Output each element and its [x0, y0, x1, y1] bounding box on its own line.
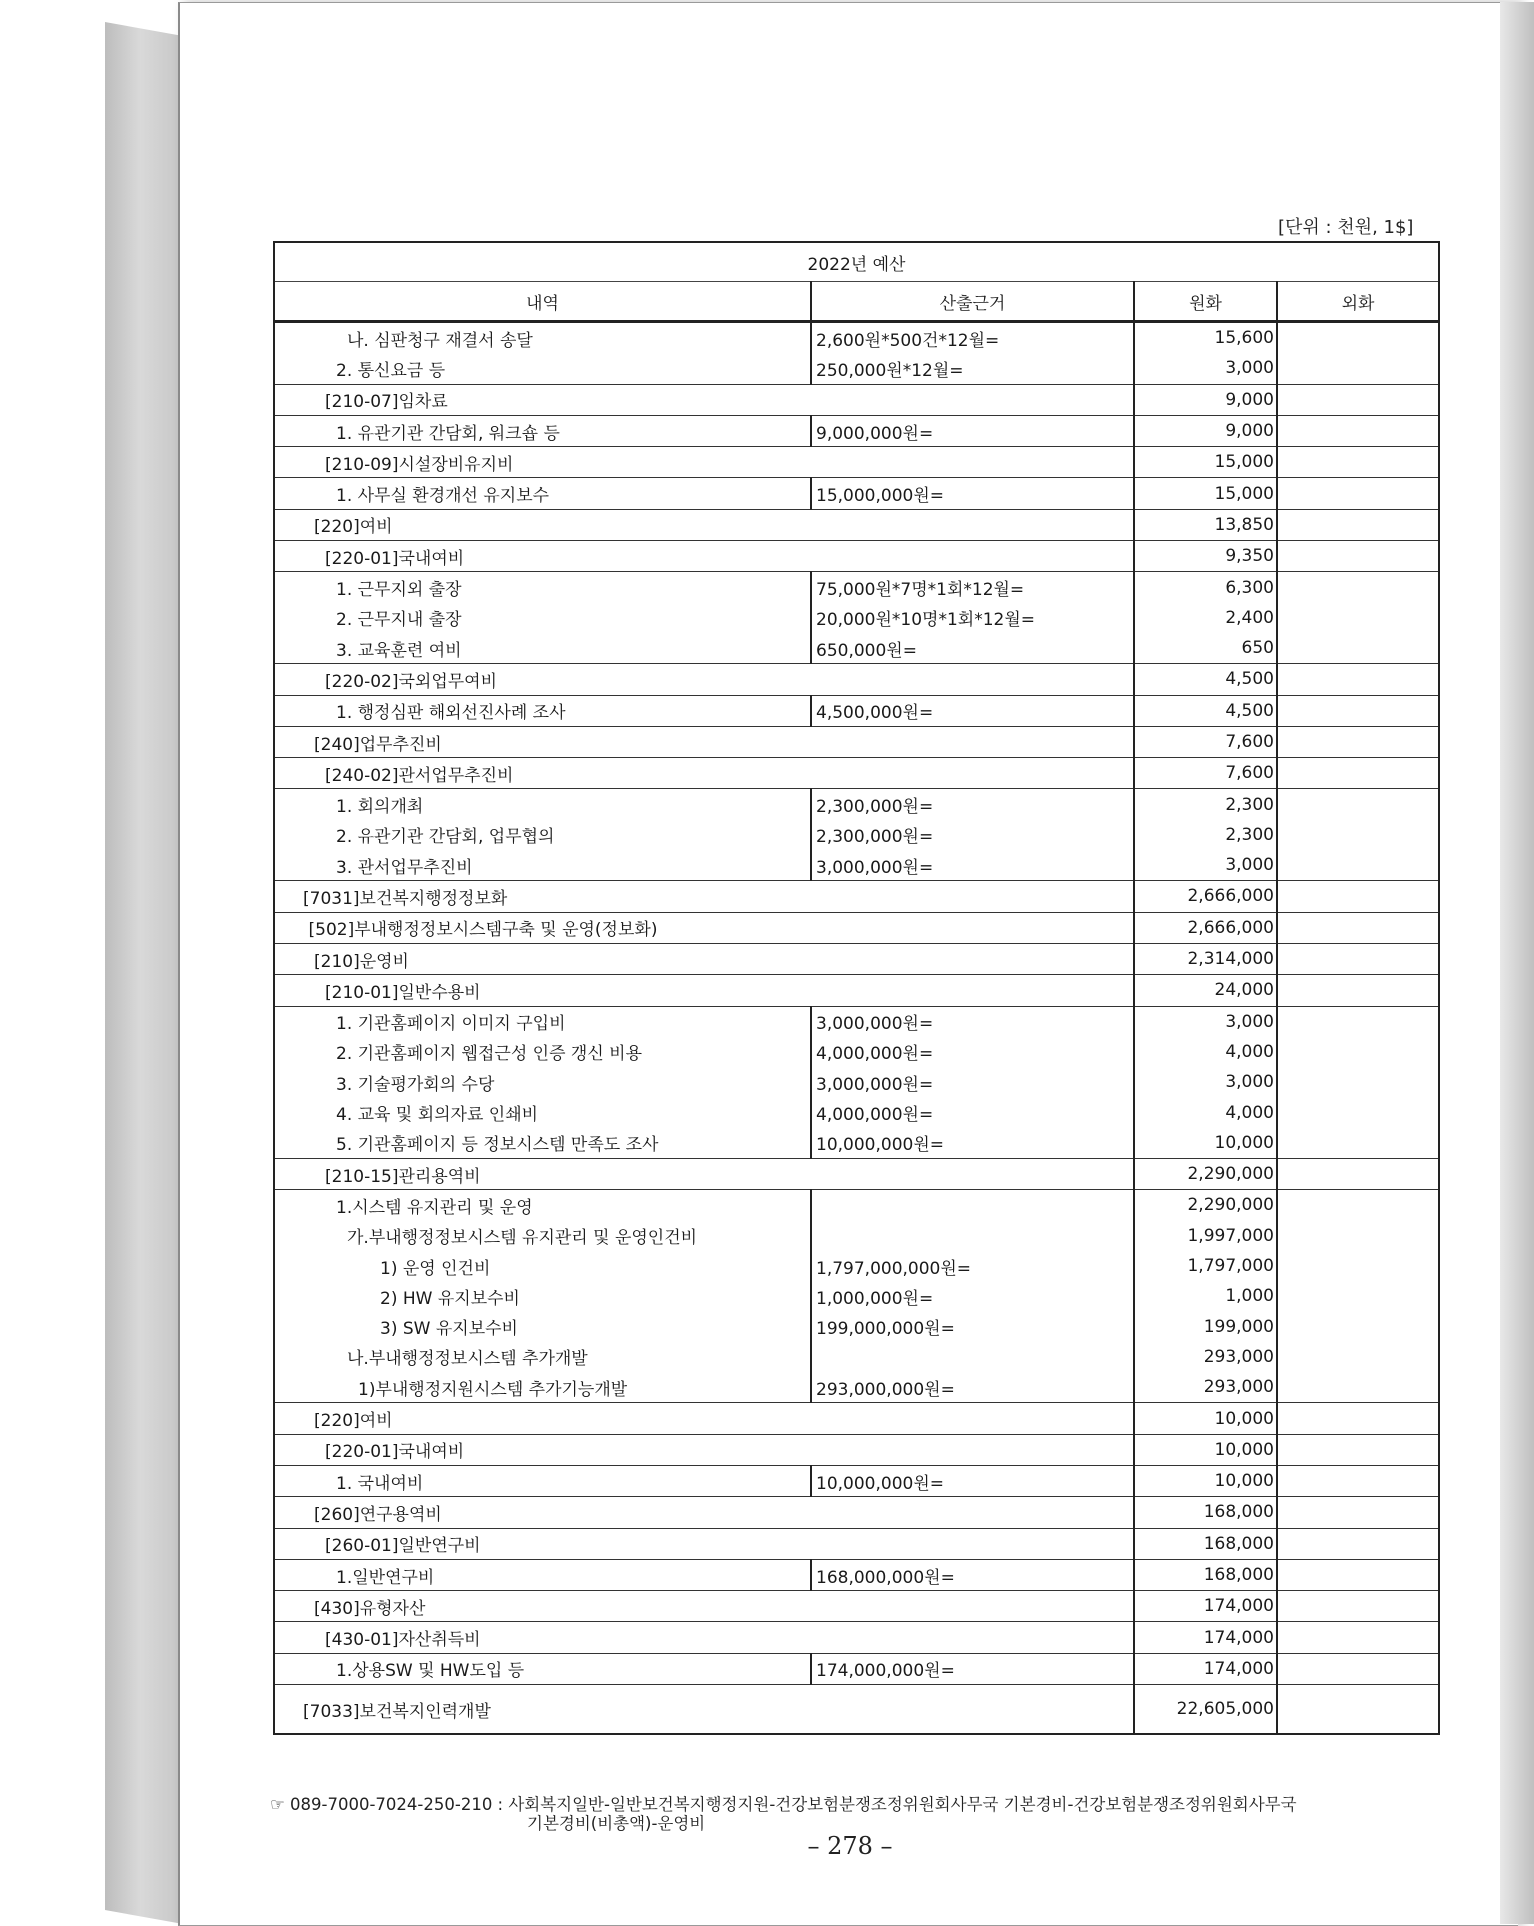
row-won-amount: 7,600	[1134, 726, 1277, 757]
row-basis	[811, 1342, 1134, 1372]
row-basis: 9,000,000원=	[811, 415, 1134, 446]
row-description: 나.부내행정정보시스템 추가개발	[274, 1342, 811, 1372]
row-foreign-amount	[1277, 1312, 1439, 1342]
header-won: 원화	[1134, 282, 1277, 322]
budget-table-body	[274, 322, 1439, 1735]
table-row	[274, 447, 1439, 478]
row-won-amount: 2,666,000	[1134, 881, 1277, 912]
row-basis: 3,000,000원=	[811, 1067, 1134, 1097]
row-won-amount: 168,000	[1134, 1528, 1277, 1559]
row-won-amount: 168,000	[1134, 1497, 1277, 1528]
row-description: [210-07]임차료	[274, 384, 1134, 415]
row-foreign-amount	[1277, 384, 1439, 415]
table-row	[274, 603, 1439, 633]
row-foreign-amount	[1277, 478, 1439, 509]
row-foreign-amount	[1277, 789, 1439, 820]
header-foreign: 외화	[1277, 282, 1439, 322]
table-row	[274, 1528, 1439, 1559]
row-foreign-amount	[1277, 758, 1439, 789]
row-description: 5. 기관홈페이지 등 정보시스템 만족도 조사	[274, 1128, 811, 1159]
row-basis: 75,000원*7명*1회*12월=	[811, 572, 1134, 603]
row-basis: 4,000,000원=	[811, 1037, 1134, 1067]
table-row	[274, 353, 1439, 384]
footnote-line-2: 기본경비(비총액)-운영비	[527, 1814, 706, 1833]
row-description: 4. 교육 및 회의자료 인쇄비	[274, 1097, 811, 1127]
row-foreign-amount	[1277, 1281, 1439, 1311]
row-basis: 2,300,000원=	[811, 789, 1134, 820]
row-description: 1. 국내여비	[274, 1465, 811, 1496]
row-foreign-amount	[1277, 1097, 1439, 1127]
row-foreign-amount	[1277, 975, 1439, 1006]
row-won-amount: 1,000	[1134, 1281, 1277, 1311]
row-description: 1. 기관홈페이지 이미지 구입비	[274, 1006, 811, 1037]
row-won-amount: 2,290,000	[1134, 1159, 1277, 1190]
row-basis: 1,000,000원=	[811, 1281, 1134, 1311]
table-row	[274, 1190, 1439, 1221]
row-foreign-amount	[1277, 509, 1439, 540]
row-won-amount: 199,000	[1134, 1312, 1277, 1342]
row-description: [430-01]자산취득비	[274, 1622, 1134, 1653]
footnote	[270, 1795, 1297, 1833]
table-row	[274, 850, 1439, 881]
row-won-amount: 174,000	[1134, 1653, 1277, 1684]
row-basis	[811, 1221, 1134, 1251]
row-description: 3. 기술평가회의 수당	[274, 1067, 811, 1097]
row-basis: 4,500,000원=	[811, 695, 1134, 726]
row-won-amount: 4,000	[1134, 1097, 1277, 1127]
table-row	[274, 820, 1439, 850]
table-row	[274, 541, 1439, 572]
table-row	[274, 509, 1439, 540]
row-foreign-amount	[1277, 603, 1439, 633]
row-won-amount: 174,000	[1134, 1591, 1277, 1622]
row-basis: 2,300,000원=	[811, 820, 1134, 850]
row-basis: 1,797,000,000원=	[811, 1251, 1134, 1281]
row-description: 2) HW 유지보수비	[274, 1281, 811, 1311]
footnote-line-1: ☞ 089-7000-7024-250-210 : 사회복지일반-일반보건복지행정지원-건강보험분쟁조정위원회사무국 기본경비-건강보험분쟁조정위원회사무국	[270, 1795, 1297, 1814]
row-basis: 168,000,000원=	[811, 1559, 1134, 1590]
table-row	[274, 1221, 1439, 1251]
row-description: [220-01]국내여비	[274, 1434, 1134, 1465]
row-description: 2. 기관홈페이지 웹접근성 인증 갱신 비용	[274, 1037, 811, 1067]
row-description: 2. 근무지내 출장	[274, 603, 811, 633]
table-row	[274, 975, 1439, 1006]
row-basis: 3,000,000원=	[811, 1006, 1134, 1037]
page-number: – 278 –	[807, 1832, 893, 1860]
row-won-amount: 13,850	[1134, 509, 1277, 540]
row-won-amount: 9,000	[1134, 384, 1277, 415]
row-description: 1. 회의개최	[274, 789, 811, 820]
row-foreign-amount	[1277, 1342, 1439, 1372]
row-description: [240-02]관서업무추진비	[274, 758, 1134, 789]
header-basis: 산출근거	[811, 282, 1134, 322]
row-foreign-amount	[1277, 1006, 1439, 1037]
table-row	[274, 726, 1439, 757]
row-basis: 650,000원=	[811, 633, 1134, 664]
row-foreign-amount	[1277, 820, 1439, 850]
row-won-amount: 650	[1134, 633, 1277, 664]
row-description: [210-15]관리용역비	[274, 1159, 1134, 1190]
table-row	[274, 384, 1439, 415]
row-foreign-amount	[1277, 1465, 1439, 1496]
row-foreign-amount	[1277, 1221, 1439, 1251]
row-foreign-amount	[1277, 1685, 1439, 1735]
row-basis: 15,000,000원=	[811, 478, 1134, 509]
row-won-amount: 4,500	[1134, 664, 1277, 695]
row-won-amount: 2,300	[1134, 789, 1277, 820]
table-row	[274, 943, 1439, 974]
table-row	[274, 1037, 1439, 1067]
table-row	[274, 695, 1439, 726]
row-won-amount: 1,797,000	[1134, 1251, 1277, 1281]
row-won-amount: 4,500	[1134, 695, 1277, 726]
row-foreign-amount	[1277, 353, 1439, 384]
row-description: 3) SW 유지보수비	[274, 1312, 811, 1342]
row-foreign-amount	[1277, 1653, 1439, 1684]
row-description: 가.부내행정정보시스템 유지관리 및 운영인건비	[274, 1221, 811, 1251]
row-won-amount: 3,000	[1134, 353, 1277, 384]
table-row	[274, 1685, 1439, 1735]
row-description: 1. 근무지외 출장	[274, 572, 811, 603]
row-won-amount: 2,400	[1134, 603, 1277, 633]
table-row	[274, 1434, 1439, 1465]
table-row	[274, 1559, 1439, 1590]
row-description: 2. 통신요금 등	[274, 353, 811, 384]
table-row	[274, 572, 1439, 603]
row-basis: 3,000,000원=	[811, 850, 1134, 881]
table-row	[274, 1372, 1439, 1403]
row-foreign-amount	[1277, 322, 1439, 354]
row-description: 1.상용SW 및 HW도입 등	[274, 1653, 811, 1684]
table-row	[274, 1342, 1439, 1372]
row-description: 1. 유관기관 간담회, 워크숍 등	[274, 415, 811, 446]
row-won-amount: 6,300	[1134, 572, 1277, 603]
row-foreign-amount	[1277, 572, 1439, 603]
row-foreign-amount	[1277, 1190, 1439, 1221]
row-description: [7031]보건복지행정정보화	[274, 881, 1134, 912]
row-won-amount: 2,666,000	[1134, 912, 1277, 943]
row-description: [220-02]국외업무여비	[274, 664, 1134, 695]
table-row	[274, 1159, 1439, 1190]
row-won-amount: 10,000	[1134, 1434, 1277, 1465]
row-basis: 10,000,000원=	[811, 1128, 1134, 1159]
table-row	[274, 1622, 1439, 1653]
row-won-amount: 1,997,000	[1134, 1221, 1277, 1251]
row-won-amount: 9,350	[1134, 541, 1277, 572]
row-basis: 20,000원*10명*1회*12월=	[811, 603, 1134, 633]
table-row	[274, 1281, 1439, 1311]
row-won-amount: 10,000	[1134, 1403, 1277, 1434]
table-row	[274, 1067, 1439, 1097]
row-description: 3. 교육훈련 여비	[274, 633, 811, 664]
table-row	[274, 664, 1439, 695]
row-basis: 293,000,000원=	[811, 1372, 1134, 1403]
row-won-amount: 4,000	[1134, 1037, 1277, 1067]
row-description: [7033]보건복지인력개발	[274, 1685, 1134, 1735]
row-won-amount: 293,000	[1134, 1372, 1277, 1403]
row-description: [240]업무추진비	[274, 726, 1134, 757]
row-description: 1. 사무실 환경개선 유지보수	[274, 478, 811, 509]
row-basis: 10,000,000원=	[811, 1465, 1134, 1496]
row-foreign-amount	[1277, 1128, 1439, 1159]
row-won-amount: 174,000	[1134, 1622, 1277, 1653]
table-row	[274, 1312, 1439, 1342]
budget-table	[273, 241, 1440, 1735]
row-foreign-amount	[1277, 912, 1439, 943]
table-row	[274, 912, 1439, 943]
row-foreign-amount	[1277, 1403, 1439, 1434]
table-row	[274, 1403, 1439, 1434]
table-row	[274, 322, 1439, 354]
row-description: 1) 운영 인건비	[274, 1251, 811, 1281]
table-row	[274, 1653, 1439, 1684]
row-foreign-amount	[1277, 447, 1439, 478]
table-row	[274, 1591, 1439, 1622]
row-won-amount: 15,000	[1134, 447, 1277, 478]
row-description: [260-01]일반연구비	[274, 1528, 1134, 1559]
table-row	[274, 633, 1439, 664]
row-won-amount: 168,000	[1134, 1559, 1277, 1590]
table-row	[274, 478, 1439, 509]
row-description: 1)부내행정지원시스템 추가기능개발	[274, 1372, 811, 1403]
row-basis: 199,000,000원=	[811, 1312, 1134, 1342]
row-description: [430]유형자산	[274, 1591, 1134, 1622]
row-foreign-amount	[1277, 881, 1439, 912]
row-basis	[811, 1190, 1134, 1221]
row-foreign-amount	[1277, 850, 1439, 881]
row-description: 1. 행정심판 해외선진사례 조사	[274, 695, 811, 726]
table-row	[274, 789, 1439, 820]
row-description: [502]부내행정정보시스템구축 및 운영(정보화)	[274, 912, 1134, 943]
row-won-amount: 7,600	[1134, 758, 1277, 789]
row-won-amount: 293,000	[1134, 1342, 1277, 1372]
row-foreign-amount	[1277, 1497, 1439, 1528]
table-row	[274, 758, 1439, 789]
row-description: 2. 유관기관 간담회, 업무협의	[274, 820, 811, 850]
row-description: [210]운영비	[274, 943, 1134, 974]
row-foreign-amount	[1277, 1434, 1439, 1465]
header-desc: 내역	[274, 282, 811, 322]
book-spine	[105, 22, 183, 1924]
row-foreign-amount	[1277, 664, 1439, 695]
table-row	[274, 1497, 1439, 1528]
row-foreign-amount	[1277, 1559, 1439, 1590]
row-foreign-amount	[1277, 1067, 1439, 1097]
unit-label: [단위 : 천원, 1$]	[1278, 217, 1414, 238]
row-won-amount: 15,000	[1134, 478, 1277, 509]
table-row	[274, 1465, 1439, 1496]
table-row	[274, 1251, 1439, 1281]
row-foreign-amount	[1277, 1037, 1439, 1067]
table-row	[274, 1006, 1439, 1037]
row-basis: 174,000,000원=	[811, 1653, 1134, 1684]
row-foreign-amount	[1277, 1622, 1439, 1653]
row-won-amount: 2,300	[1134, 820, 1277, 850]
table-row	[274, 1128, 1439, 1159]
row-basis: 4,000,000원=	[811, 1097, 1134, 1127]
table-row	[274, 881, 1439, 912]
row-description: [220]여비	[274, 509, 1134, 540]
row-foreign-amount	[1277, 1251, 1439, 1281]
row-foreign-amount	[1277, 726, 1439, 757]
row-won-amount: 2,314,000	[1134, 943, 1277, 974]
row-foreign-amount	[1277, 943, 1439, 974]
row-foreign-amount	[1277, 541, 1439, 572]
table-row	[274, 415, 1439, 446]
row-description: [220-01]국내여비	[274, 541, 1134, 572]
row-basis: 250,000원*12월=	[811, 353, 1134, 384]
row-won-amount: 24,000	[1134, 975, 1277, 1006]
row-description: [210-01]일반수용비	[274, 975, 1134, 1006]
row-won-amount: 3,000	[1134, 850, 1277, 881]
row-foreign-amount	[1277, 695, 1439, 726]
row-won-amount: 9,000	[1134, 415, 1277, 446]
row-description: 1.시스템 유지관리 및 운영	[274, 1190, 811, 1221]
row-won-amount: 15,600	[1134, 322, 1277, 354]
row-won-amount: 22,605,000	[1134, 1685, 1277, 1735]
row-description: 3. 관서업무추진비	[274, 850, 811, 881]
row-description: [260]연구용역비	[274, 1497, 1134, 1528]
row-foreign-amount	[1277, 1591, 1439, 1622]
row-won-amount: 10,000	[1134, 1465, 1277, 1496]
table-row	[274, 1097, 1439, 1127]
row-description: [220]여비	[274, 1403, 1134, 1434]
row-description: [210-09]시설장비유지비	[274, 447, 1134, 478]
row-won-amount: 3,000	[1134, 1006, 1277, 1037]
row-won-amount: 10,000	[1134, 1128, 1277, 1159]
row-basis: 2,600원*500건*12월=	[811, 322, 1134, 354]
row-description: 나. 심판청구 재결서 송달	[274, 322, 811, 354]
row-foreign-amount	[1277, 415, 1439, 446]
row-won-amount: 3,000	[1134, 1067, 1277, 1097]
row-foreign-amount	[1277, 633, 1439, 664]
table-title: 2022년 예산	[274, 242, 1439, 282]
row-foreign-amount	[1277, 1528, 1439, 1559]
row-foreign-amount	[1277, 1159, 1439, 1190]
page-edge-shadow	[1500, 2, 1534, 1924]
row-description: 1.일반연구비	[274, 1559, 811, 1590]
row-won-amount: 2,290,000	[1134, 1190, 1277, 1221]
row-foreign-amount	[1277, 1372, 1439, 1403]
